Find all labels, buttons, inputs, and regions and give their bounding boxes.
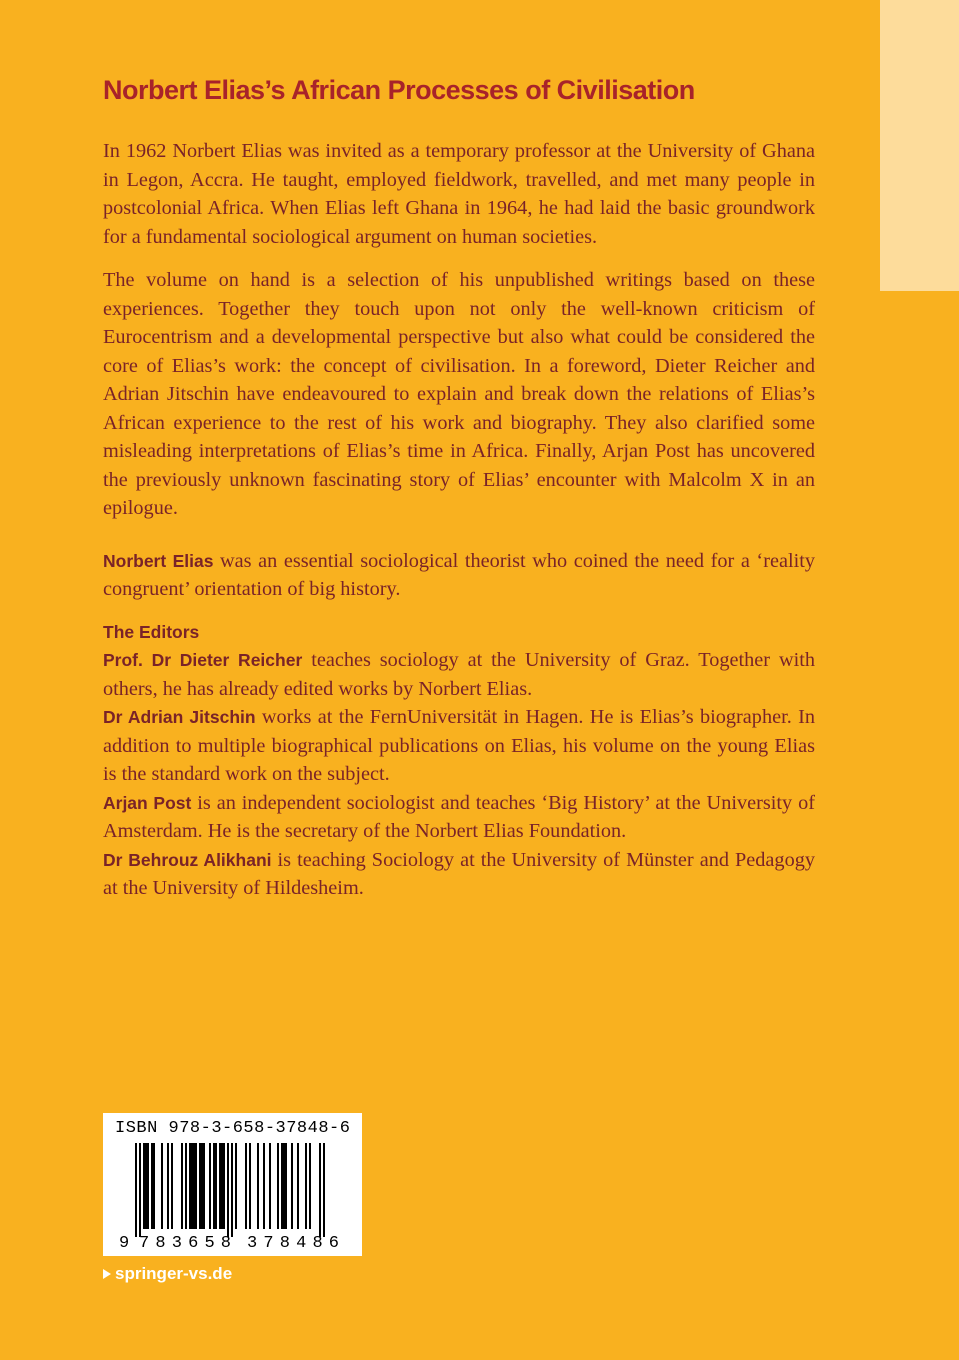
author-bio-text: was an essential sociological theorist who coined the need for a ‘reality congruent’ orientation of big history. bbox=[103, 549, 815, 600]
book-title: Norbert Elias’s African Processes of Civilisation bbox=[103, 75, 695, 105]
publisher-url: springer-vs.de bbox=[115, 1264, 233, 1283]
barcode-bar bbox=[191, 1143, 193, 1229]
barcode-bar bbox=[167, 1143, 169, 1229]
editor-bio bbox=[103, 646, 815, 703]
barcode-bar bbox=[199, 1143, 201, 1229]
barcode-bar bbox=[249, 1143, 251, 1229]
barcode-bar bbox=[263, 1143, 265, 1229]
editor-name: Prof. Dr Dieter Reicher bbox=[103, 650, 303, 670]
barcode-bar bbox=[231, 1143, 233, 1237]
arrow-right-icon bbox=[103, 1269, 111, 1279]
barcode-bar bbox=[227, 1143, 229, 1237]
barcode-bar bbox=[221, 1143, 223, 1229]
author-name: Norbert Elias bbox=[103, 550, 214, 571]
isbn-label: ISBN 978-3-658-37848-6 bbox=[115, 1119, 351, 1138]
editor-bio-text: works at the FernUniversität in Hagen. He is Elias’s biographer. In addition to multiple biographical publications on Elias, his volume on the young Elias is the standard work on the subject. bbox=[103, 706, 816, 785]
barcode-bar bbox=[147, 1143, 149, 1229]
barcode-bar bbox=[203, 1143, 205, 1229]
publisher-link[interactable] bbox=[103, 1264, 232, 1284]
barcode-bar bbox=[209, 1143, 211, 1229]
barcode-bar bbox=[235, 1143, 237, 1229]
editor-name: Dr Behrouz Alikhani bbox=[103, 849, 272, 870]
editor-bio-text: teaches sociology at the University of Graz. Together with others, he has already edited works by Norbert Elias. bbox=[103, 649, 815, 700]
barcode-bar bbox=[193, 1143, 195, 1229]
barcode-bar bbox=[195, 1143, 197, 1229]
barcode-bar bbox=[181, 1143, 183, 1229]
barcode-digits-right: 378486 bbox=[247, 1234, 339, 1253]
barcode-bar bbox=[223, 1143, 225, 1229]
barcode-bar bbox=[281, 1143, 283, 1229]
barcode-bar bbox=[145, 1143, 147, 1229]
barcode-bar bbox=[285, 1143, 287, 1229]
barcode-bar bbox=[219, 1143, 221, 1229]
barcode-graphic bbox=[103, 1113, 362, 1256]
editor-bio-text: is an independent sociologist and teaches ‘Big History’ at the University of Amsterdam. He is the secretary of the Norbert Elias Foundation. bbox=[103, 791, 815, 842]
barcode-bar bbox=[269, 1143, 271, 1229]
barcode-digit-first: 9 bbox=[119, 1234, 130, 1253]
description-paragraph-2: The volume on hand is a selection of his unpublished writings based on these experiences. Together they touch upon not only the well-known criticism of Eurocentrism and a developmental perspective but also what could be considered the core of Elias’s work: the concept of civilisation. In a foreword, Dieter Reicher and Adrian Jitschin have endeavoured to explain and break down the relations of Elias’s African experience to the rest of his work and biography. They also clarified some misleading interpretations of Elias’s time in Africa. Finally, Arjan Post has uncovered the previously unknown fascinating story of Elias’ encounter with Malcolm X in an epilogue. bbox=[103, 269, 815, 519]
editor-bio bbox=[103, 789, 815, 846]
isbn-barcode bbox=[103, 1113, 362, 1256]
barcode-bar bbox=[245, 1143, 247, 1229]
barcode-bar bbox=[215, 1143, 217, 1229]
barcode-bar bbox=[201, 1143, 203, 1229]
barcode-bar bbox=[143, 1143, 145, 1229]
editor-name: Arjan Post bbox=[103, 792, 192, 813]
barcode-bar bbox=[305, 1143, 307, 1229]
barcode-bar bbox=[161, 1143, 163, 1229]
barcode-bar bbox=[283, 1143, 285, 1229]
barcode-bar bbox=[319, 1143, 321, 1237]
editor-bio bbox=[103, 703, 815, 789]
barcode-bar bbox=[171, 1143, 173, 1229]
barcode-bar bbox=[185, 1143, 187, 1229]
barcode-bar bbox=[139, 1143, 141, 1237]
barcode-bar bbox=[135, 1143, 137, 1237]
spine-tab bbox=[880, 0, 959, 291]
barcode-bar bbox=[213, 1143, 215, 1229]
barcode-bar bbox=[153, 1143, 155, 1229]
description-paragraph-1: In 1962 Norbert Elias was invited as a temporary professor at the University of Ghana in Legon, Accra. He taught, employed fieldwork, travelled, and met many people in postcolonial Africa. When Elias left Ghana in 1964, he had laid the basic groundwork for a fundamental sociological argument on human societies. bbox=[103, 140, 815, 248]
author-bio bbox=[103, 547, 815, 604]
editor-bio bbox=[103, 846, 815, 903]
barcode-bar bbox=[297, 1143, 299, 1229]
back-cover-text bbox=[103, 72, 815, 903]
editor-name: Dr Adrian Jitschin bbox=[103, 707, 256, 727]
barcode-digits-left: 783658 bbox=[139, 1234, 231, 1253]
barcode-bar bbox=[309, 1143, 311, 1229]
editors-heading: The Editors bbox=[103, 621, 200, 642]
barcode-bar bbox=[257, 1143, 259, 1229]
barcode-bar bbox=[291, 1143, 293, 1229]
barcode-bar bbox=[323, 1143, 325, 1237]
barcode-bar bbox=[189, 1143, 191, 1229]
barcode-bar bbox=[151, 1143, 153, 1229]
barcode-bar bbox=[277, 1143, 279, 1229]
editor-bio-text: is teaching Sociology at the University of Münster and Pedagogy at the University of Hildesheim. bbox=[103, 848, 815, 899]
